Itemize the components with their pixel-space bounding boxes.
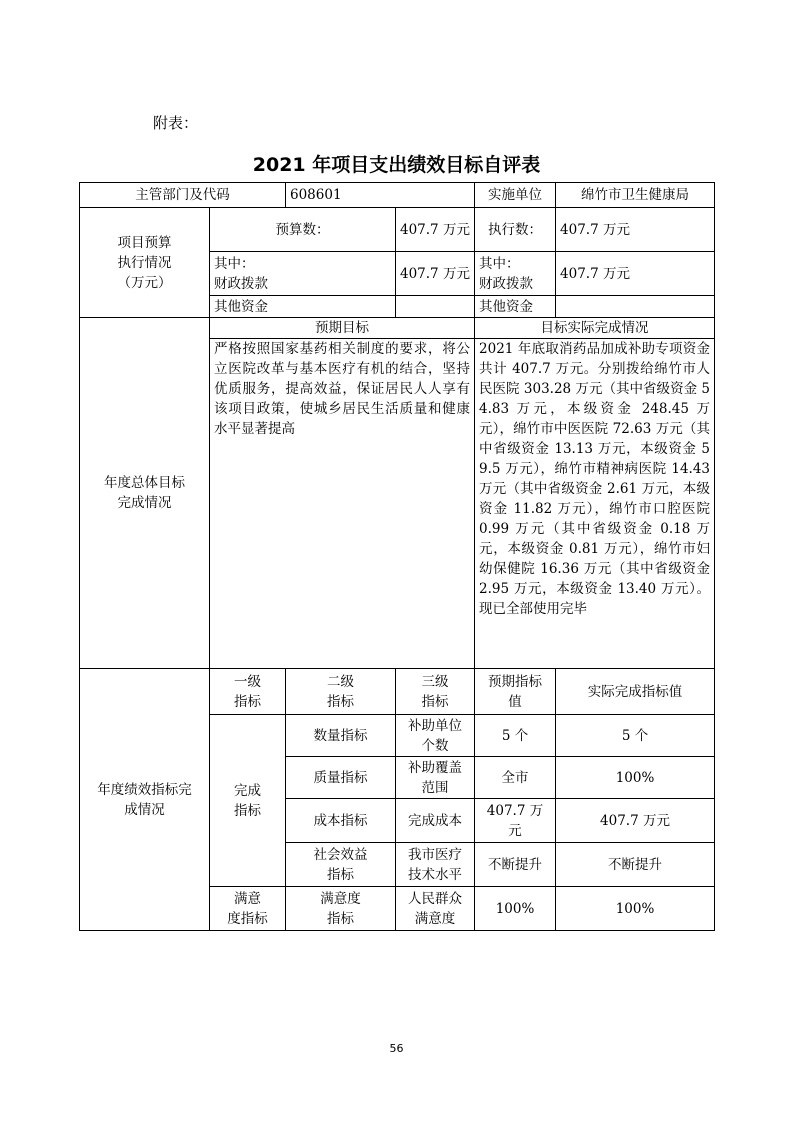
evaluation-table bbox=[79, 182, 715, 931]
dept-code: 608601 bbox=[286, 183, 475, 208]
level3-cell: 补助覆盖 范围 bbox=[396, 757, 475, 799]
page-title: 2021 年项目支出绩效目标自评表 bbox=[252, 154, 541, 176]
expected-goal-text: 严格按照国家基药相关制度的要求，将公立医院改革与基本医疗有机的结合，坚持优质服务，提高效益，保证居民人人享有该项目政策，使城乡居民生活质量和健康水平显著提高 bbox=[210, 339, 475, 669]
other-funds-budget-value bbox=[396, 296, 475, 318]
other-funds-exec-value bbox=[556, 296, 715, 318]
actual-goal-header: 目标实际完成情况 bbox=[475, 318, 715, 339]
level2-cell: 社会效益 指标 bbox=[286, 843, 396, 887]
header-expected: 预期指标 值 bbox=[475, 669, 556, 715]
level2-cell: 质量指标 bbox=[286, 757, 396, 799]
actual-cell: 100% bbox=[556, 757, 715, 799]
actual-cell: 不断提升 bbox=[556, 843, 715, 887]
level3-cell: 补助单位 个数 bbox=[396, 715, 475, 757]
actual-goal-text: 2021 年底取消药品加成补助专项资金共计 407.7 万元。分别拨给绵竹市人民医院 303.28 万元（其中省级资金 54.83 万元，本级资金 248.45 万元），绵竹市中医医院 72.63 万元（其中省级资金 13.13 万元，本级资金 59.5 万元），绵竹市精神病医院 14.43 万元（其中省级资金 2.61 万元，本级资金 11.82 万元），绵竹市口腔医院 0.99 万元（其中省级资金 0.18 万元，本级资金 0.81 万元），绵竹市妇幼保健院 16.36 万元（其中省级资金 2.95 万元，本级资金 13.40 万元）。现已全部使用完毕 bbox=[475, 339, 715, 669]
other-funds-exec-label: 其他资金 bbox=[475, 296, 556, 318]
annual-goal-label: 年度总体目标 完成情况 bbox=[80, 318, 210, 669]
expected-cell: 不断提升 bbox=[475, 843, 556, 887]
actual-cell: 100% bbox=[556, 887, 715, 931]
level3-cell: 完成成本 bbox=[396, 799, 475, 843]
header-actual: 实际完成指标值 bbox=[556, 669, 715, 715]
fiscal-exec-value: 407.7 万元 bbox=[556, 252, 715, 296]
page-number: 56 bbox=[389, 1042, 404, 1055]
level3-cell: 我市医疗 技术水平 bbox=[396, 843, 475, 887]
appendix-label: 附表： bbox=[153, 114, 199, 132]
level2-cell: 成本指标 bbox=[286, 799, 396, 843]
header-level1: 一级 指标 bbox=[210, 669, 286, 715]
fiscal-budget-value: 407.7 万元 bbox=[396, 252, 475, 296]
budget-value: 407.7 万元 bbox=[396, 208, 475, 252]
satisfaction-group-label: 满意 度指标 bbox=[210, 887, 286, 931]
dept-label: 主管部门及代码 bbox=[80, 183, 286, 208]
level2-cell: 满意度 指标 bbox=[286, 887, 396, 931]
fiscal-exec-label: 其中： 财政拨款 bbox=[475, 252, 556, 296]
level2-cell: 数量指标 bbox=[286, 715, 396, 757]
expected-cell: 100% bbox=[475, 887, 556, 931]
expected-cell: 5 个 bbox=[475, 715, 556, 757]
budget-label: 预算数： bbox=[210, 208, 396, 252]
fiscal-label: 其中： 财政拨款 bbox=[210, 252, 396, 296]
unit-value: 绵竹市卫生健康局 bbox=[556, 183, 715, 208]
header-level3: 三级 指标 bbox=[396, 669, 475, 715]
other-funds-label: 其他资金 bbox=[210, 296, 396, 318]
level3-cell: 人民群众 满意度 bbox=[396, 887, 475, 931]
expected-cell: 全市 bbox=[475, 757, 556, 799]
actual-cell: 5 个 bbox=[556, 715, 715, 757]
expected-goal-header: 预期目标 bbox=[210, 318, 475, 339]
indicators-section-label: 年度绩效指标完 成情况 bbox=[80, 669, 210, 931]
exec-value: 407.7 万元 bbox=[556, 208, 715, 252]
completion-group-label: 完成 指标 bbox=[210, 715, 286, 887]
actual-cell: 407.7 万元 bbox=[556, 799, 715, 843]
expected-cell: 407.7 万 元 bbox=[475, 799, 556, 843]
exec-label: 执行数： bbox=[475, 208, 556, 252]
unit-label: 实施单位 bbox=[475, 183, 556, 208]
budget-section-label: 项目预算 执行情况 （万元） bbox=[80, 208, 210, 318]
header-level2: 二级 指标 bbox=[286, 669, 396, 715]
